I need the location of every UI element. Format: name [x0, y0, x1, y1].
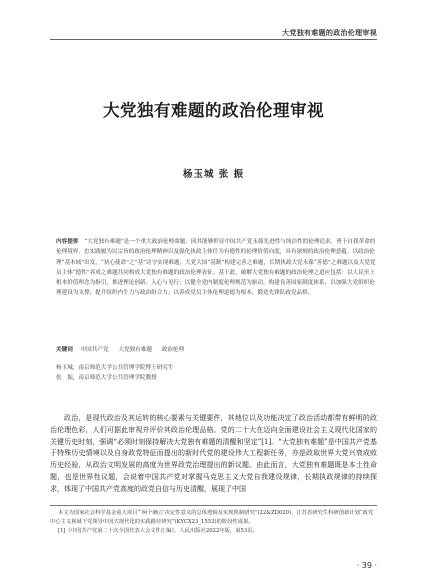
funding-note: 本文为国家社会科学基金重大项目“‘两个确立’决定性意义的总体逻辑及实现机制研究”(22&ZD020)、江苏省研究生科研创新计划“政党中心主义视域下党领导中国式现代化的实践路径研究”(KYCX23_1553)的阶段性成果。 [50, 510, 374, 525]
keyword: 中国共产党 [80, 347, 109, 353]
header-rule [50, 39, 377, 40]
footnotes [50, 509, 377, 536]
keyword: 政治伦理 [161, 347, 185, 353]
abstract-label: 内容提要 [56, 239, 79, 245]
keyword: 大党独有难题 [118, 347, 152, 353]
footnote-rule [50, 505, 377, 506]
author-bio: 杨玉城，南京师范大学公共管理学院博士研究生 [56, 365, 174, 371]
keywords-label: 关键词 [56, 347, 73, 353]
running-head: 大党独有难题的政治伦理审视 [282, 29, 377, 37]
article-title: 大党独有难题的政治伦理审视 [103, 101, 324, 120]
abstract-block [56, 237, 376, 299]
author-bios [56, 363, 376, 384]
author-bio: 张 振，南京师范大学公共管理学院教授 [56, 375, 157, 382]
page-number: · 39 · [356, 561, 377, 570]
keywords-block [56, 345, 376, 355]
article-authors: 杨玉城 张 振 [182, 169, 245, 180]
abstract-text: “大党独有难题”是一个重大政治伦理命题，因其能够彰显中国共产党永葆先进性与纯洁性的伦理追求，勇于自我革命的伦理境界，忠实践履为民宗旨的政治伦理精神以及强化执政主体任为有德性的伦理价值向度，具有深刻的政治伦理意蕴。以政治伦理“基本域”出发，“初心使命”之“基”诗守实现难题，大党大国“基制”构建完善之难题，长期执政大党永葆“善德”之难题以及大党党员主体“德性”养成之难题共同构成大党独有难题的政治伦理表征。基于此，破解大党独有难题的政治伦理之道应包括：以人民至上根本价值理念为指引，推进理论创新、入心与见行；以健全党内制度伦理规范为驱动，构建良善国家制度体系；以加强大党组织伦理建设为支撑，提升组织内生力与政治组合力；以养成党员主体伦理道德为根本，锻造先锋队政党品格。 [56, 239, 376, 297]
reference-note: [1]《中国共产党第二十次全国代表大会文件汇编》，人民出版社2022年版，第53页。 [58, 528, 258, 534]
body-paragraph: 政治，是现代政治及其运转的核心要素与关键要件，其地位以及功能决定了政治活动都带有鲜明的政治伦理色彩，人们可据此审视并评价其政治伦理品格。党的二十大在迈向全面建设社会主义现代化国家的关键历史时刻，强调“必须时刻保持解决大党独有难题的清醒和坚定”[1]。“大党独有难题”是中国共产党基于特殊历史情境以及自身政党特征而提出的新时代党的建设伟大工程新任务，亦是政取世界大党兴衰成败历史经验，从政治文明发展的高度为世界政党治理提出的新议题。由此而言，大党独有难题既是本土性命题，也是世界性议题，会说着中国共产党对掌握马克思主义大党自我建设规律，长期执政规律的持续探求，体现了中国共产党高度的政党自信与历史清醒，展现了中国 [50, 414, 377, 493]
